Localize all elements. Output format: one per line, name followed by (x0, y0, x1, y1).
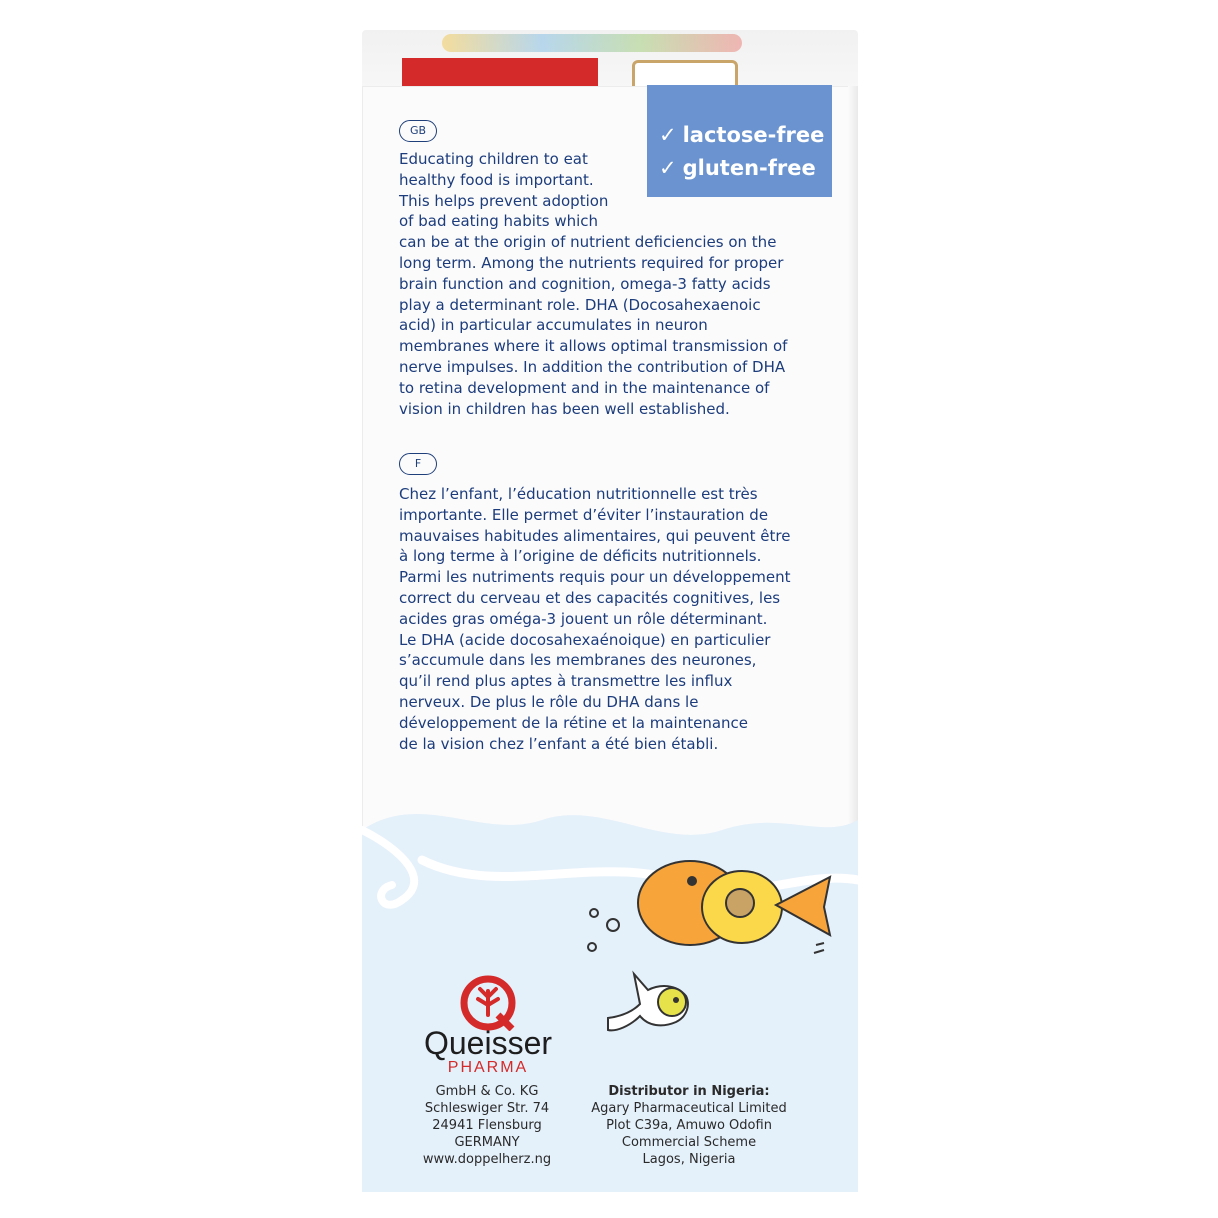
lactose-free-line (659, 123, 824, 147)
queisser-logo-icon (458, 975, 518, 1031)
big-orange-fish-icon (580, 855, 840, 955)
check-icon: ✓ (659, 123, 677, 147)
small-white-fish-icon (604, 966, 696, 1036)
distributor-address: Agary Pharmaceutical Limited Plot C39a, Amuwo Odofin Commercial Scheme Lagos, Nigeria (591, 1101, 787, 1167)
company-name: Queisser (423, 1025, 553, 1061)
text-english: Educating children to eat healthy food is important. This helps prevent adoption of bad eating habits which can be at the origin of nutrient deficiencies on the long term. Among the nutrients required for proper brain function and cognition, omega-3 fatty acids play a determinant role. DHA (Docosahexaenoic acid) in particular accumulates in neuron membranes where it allows optimal transmission of nerve impulses. In addition the contribution of DHA to retina development and in the maintenance of vision in children has been well established. (399, 150, 788, 418)
distributor-heading: Distributor in Nigeria: (608, 1084, 770, 1099)
company-address: GmbH & Co. KG Schleswiger Str. 74 24941 Flensburg GERMANY www.doppelherz.ng (422, 1084, 552, 1167)
lactose-free-label: lactose-free (682, 123, 825, 147)
text-french: Chez l’enfant, l’éducation nutritionnelle est très importante. Elle permet d’éviter l’instauration de mauvaises habitudes alimentaires, qui peuvent être à long terme à l’origine de déficits nutritionnels. Parmi les nutriments requis pour un développement correct du cerveau et des capacités cognitives, les acides gras oméga-3 jouent un rôle déterminant. Le DHA (acide docosahexaénoique) en particulier s’accumule dans les membranes des neurones, qu’il rend plus aptes à transmettre les influx nerveux. De plus le rôle du DHA dans le développement de la rétine et la maintenance de la vision chez l’enfant a été bien établi. (399, 485, 791, 753)
check-icon: ✓ (659, 156, 677, 180)
company-subname: PHARMA (447, 1059, 529, 1076)
language-tag-gb: GB (399, 120, 437, 142)
language-tag-fr: F (399, 453, 437, 475)
product-name-graphic (442, 34, 742, 52)
gluten-free-label: gluten-free (682, 156, 816, 180)
